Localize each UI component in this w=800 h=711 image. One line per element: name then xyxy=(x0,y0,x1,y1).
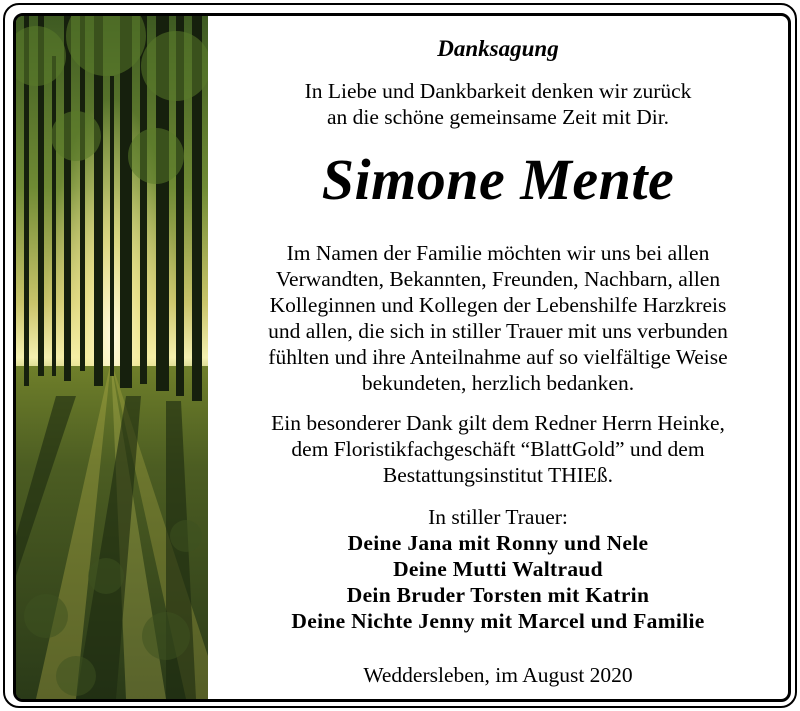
thanks-line-1: Im Namen der Familie möchten wir uns bei allen xyxy=(286,241,710,265)
mourner-4: Deine Nichte Jenny mit Marcel und Familie xyxy=(291,609,705,633)
place-date: Weddersleben, im August 2020 xyxy=(363,663,633,687)
special-thanks-line-2: dem Floristikfachgeschäft “BlattGold” und dem xyxy=(291,437,705,461)
notice-card xyxy=(13,13,791,702)
mourning-label: In stiller Trauer: xyxy=(428,505,568,529)
thanks-line-5: fühlten und ihre Anteilnahme auf so vielfältige Weise xyxy=(268,345,728,369)
special-thanks-line-3: Bestattungsinstitut THIEß. xyxy=(382,463,614,487)
mourner-3: Dein Bruder Torsten mit Katrin xyxy=(346,583,650,607)
special-thanks-line-1: Ein besonderer Dank gilt dem Redner Herrn Heinke, xyxy=(271,411,725,435)
notice-text xyxy=(208,16,788,699)
thanks-line-6: bekundeten, herzlich bedanken. xyxy=(361,371,635,395)
thanks-line-3: Kolleginnen und Kollegen der Lebenshilfe Harzkreis xyxy=(269,293,727,317)
intro-line-1: In Liebe und Dankbarkeit denken wir zurück xyxy=(304,79,692,103)
intro-line-2: an die schöne gemeinsame Zeit mit Dir. xyxy=(326,105,670,129)
forest-photo xyxy=(16,16,208,699)
thanks-line-4: und allen, die sich in stiller Trauer mit uns verbunden xyxy=(268,319,728,343)
forest-illustration xyxy=(16,16,208,699)
notice-heading: Danksagung xyxy=(437,36,559,61)
mourner-2: Deine Mutti Waltraud xyxy=(393,557,603,581)
mourner-1: Deine Jana mit Ronny und Nele xyxy=(347,531,649,555)
deceased-name: Simone Mente xyxy=(321,147,675,212)
thanks-line-2: Verwandten, Bekannten, Freunden, Nachbarn, allen xyxy=(275,267,721,291)
outer-frame xyxy=(3,3,797,708)
